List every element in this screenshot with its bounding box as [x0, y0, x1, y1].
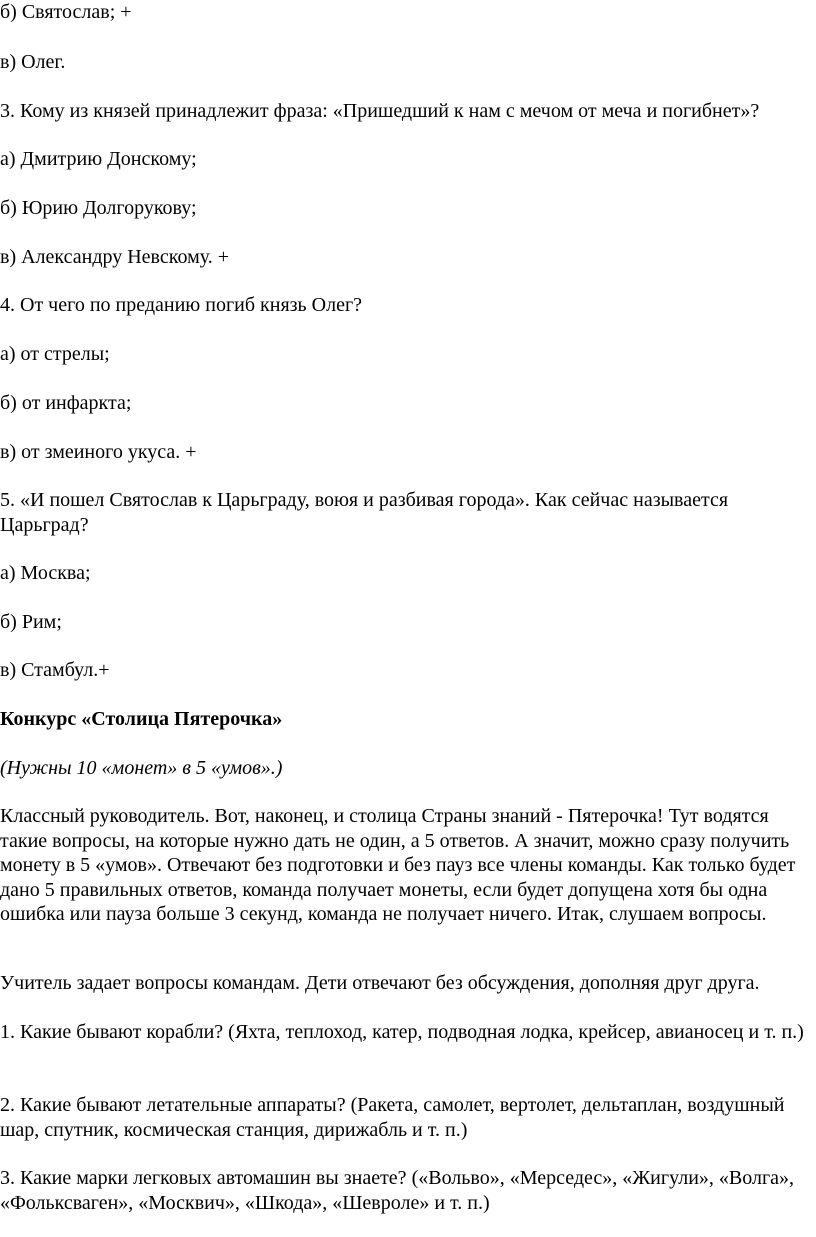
question-5: 5. «И пошел Святослав к Царьграду, воюя и разбивая города». Как сейчас называется Царьград?	[0, 489, 729, 536]
question-4: 4. От чего по преданию погиб князь Олег?	[0, 294, 363, 316]
answer-option-b-dolgorukov: б) Юрию Долгорукову;	[0, 197, 197, 219]
answer-option-a-moscow: а) Москва;	[0, 562, 91, 584]
answer-option-v-istanbul: в) Стамбул.+	[0, 659, 110, 681]
intro-paragraph: Классный руководитель. Вот, наконец, и столица Страны знаний - Пятерочка! Тут водятся такие вопросы, на которые нужно дать не один, а 5 ответов. А значит, можно сразу получить монету в 5 «умов». Отвечают без подготовки и без пауз все члены команды. Как только будет дано 5 правильных ответов, команда получает монеты, если будет допущена хотя бы одна ошибка или пауза больше 3 секунд, команда не получает ничего. Итак, слушаем вопросы.	[0, 805, 796, 925]
answer-option-b-infarct: б) от инфаркта;	[0, 392, 132, 414]
answer-option-v-snake: в) от змеиного укуса. +	[0, 441, 197, 463]
contest-title: Конкурс «Столица Пятерочка»	[0, 708, 283, 730]
answer-option-v-nevsky: в) Александру Невскому. +	[0, 246, 230, 268]
answer-option-b-svyatoslav: б) Святослав; +	[0, 1, 132, 23]
question-3: 3. Кому из князей принадлежит фраза: «Пришедший к нам с мечом от меча и погибнет»?	[0, 100, 760, 122]
contest-question-3: 3. Какие марки легковых автомашин вы знаете? («Вольво», «Мерседес», «Жигули», «Волга», «Фольксваген», «Москвич», «Шкода», «Шевроле» и т. п.)	[0, 1167, 795, 1214]
answer-option-b-rome: б) Рим;	[0, 611, 62, 633]
contest-question-2: 2. Какие бывают летательные аппараты? (Ракета, самолет, вертолет, дельтаплан, воздушный шар, спутник, космическая станция, дирижабль и т. п.)	[0, 1094, 785, 1141]
teacher-instruction: Учитель задает вопросы командам. Дети отвечают без обсуждения, дополняя друг друга.	[0, 972, 760, 994]
contest-question-1: 1. Какие бывают корабли? (Яхта, теплоход, катер, подводная лодка, крейсер, авианосец и т. п.)	[0, 1021, 804, 1043]
contest-note: (Нужны 10 «монет» в 5 «умов».)	[0, 757, 283, 779]
answer-option-a-donskoy: а) Дмитрию Донскому;	[0, 148, 197, 170]
answer-option-a-arrow: а) от стрелы;	[0, 343, 110, 365]
answer-option-v-oleg: в) Олег.	[0, 51, 66, 73]
